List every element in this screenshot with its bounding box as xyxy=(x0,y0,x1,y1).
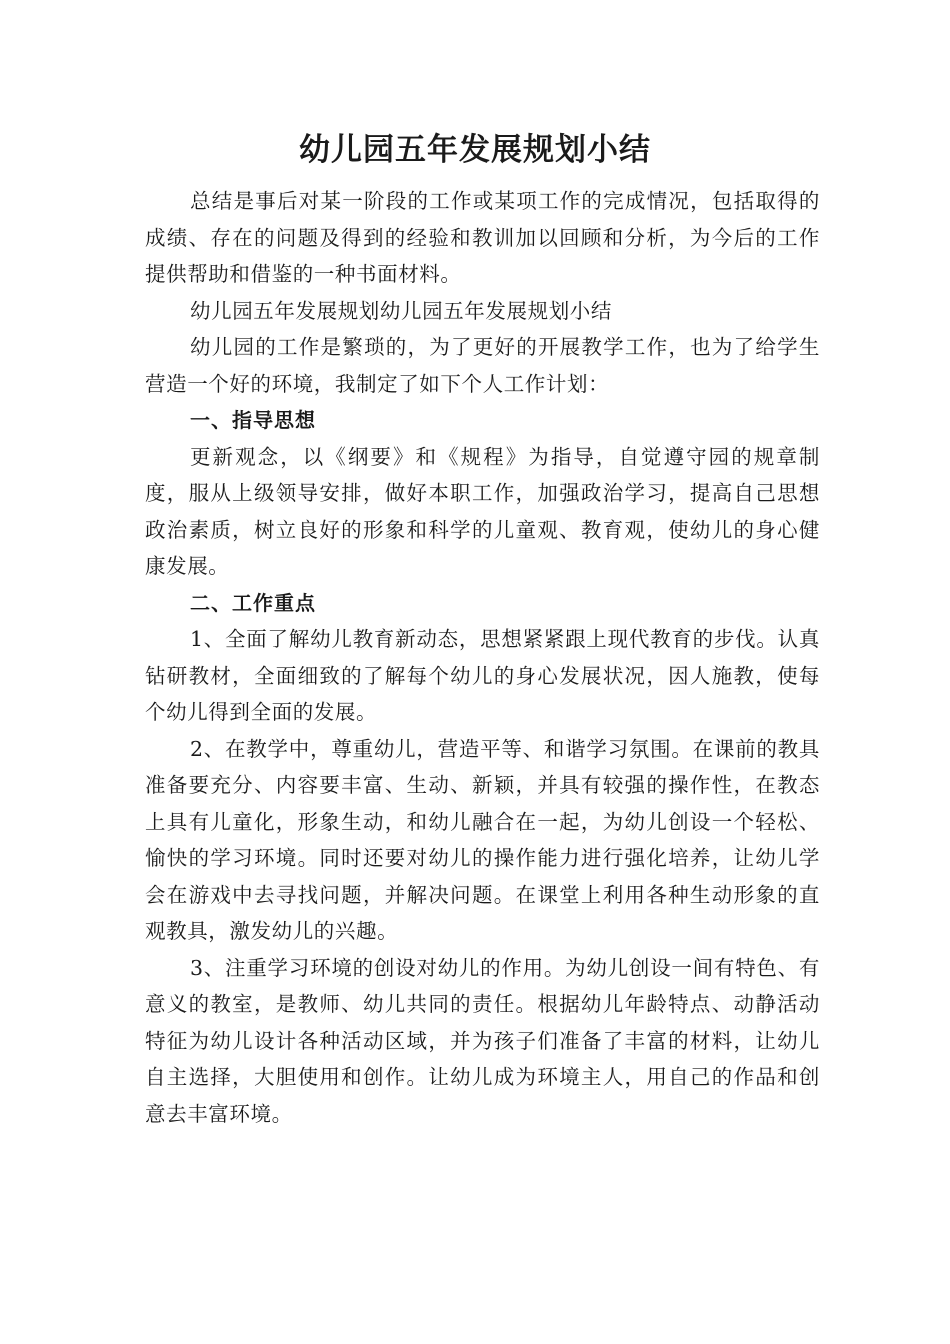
document-title: 幼儿园五年发展规划小结 xyxy=(299,132,651,168)
work-focus-item-3: 3、注重学习环境的创设对幼儿的作用。为幼儿创设一间有特色、有意义的教室，是教师、幼儿共同的责任。根据幼儿年龄特点、动静活动特征为幼儿设计各种活动区域，并为孩子们准备了丰富的材料，让幼儿自主选择，大胆使用和创作。让幼儿成为环境主人，用自己的作品和创意去丰富环境。 xyxy=(145,955,820,1126)
subtitle-paragraph: 幼儿园五年发展规划幼儿园五年发展规划小结 xyxy=(190,298,612,323)
document-body xyxy=(145,183,820,1132)
work-focus-item-2: 2、在教学中，尊重幼儿，营造平等、和谐学习氛围。在课前的教具准备要充分、内容要丰富、生动、新颖，并具有较强的操作性，在教态上具有儿童化，形象生动，和幼儿融合在一起，为幼儿创设一个轻松、愉快的学习环境。同时还要对幼儿的操作能力进行强化培养，让幼儿学会在游戏中去寻找问题，并解决问题。在课堂上利用各种生动形象的直观教具，激发幼儿的兴趣。 xyxy=(145,736,820,943)
work-focus-item-1: 1、全面了解幼儿教育新动态，思想紧紧跟上现代教育的步伐。认真钻研教材，全面细致的了解每个幼儿的身心发展状况，因人施教，使每个幼儿得到全面的发展。 xyxy=(145,627,820,724)
section-heading-guiding-ideology: 一、指导思想 xyxy=(190,408,316,432)
guiding-ideology-paragraph: 更新观念，以《纲要》和《规程》为指导，自觉遵守园的规章制度，服从上级领导安排，做好本职工作，加强政治学习，提高自己思想政治素质，树立良好的形象和科学的儿童观、教育观，使幼儿的身心健康发展。 xyxy=(145,444,820,578)
section-heading-work-focus: 二、工作重点 xyxy=(190,590,316,615)
preface-paragraph: 幼儿园的工作是繁琐的，为了更好的开展教学工作，也为了给学生营造一个好的环境，我制定了如下个人工作计划： xyxy=(145,335,820,396)
intro-paragraph: 总结是事后对某一阶段的工作或某项工作的完成情况，包括取得的成绩、存在的问题及得到的经验和教训加以回顾和分析，为今后的工作提供帮助和借鉴的一种书面材料。 xyxy=(145,189,820,286)
